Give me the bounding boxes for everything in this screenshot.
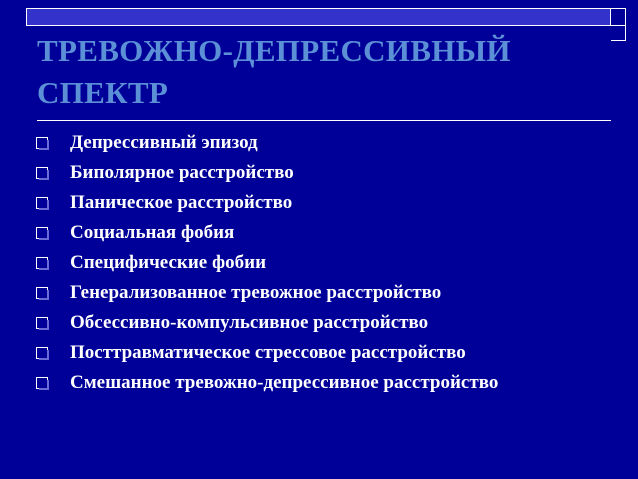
list-item [32, 191, 622, 215]
decorative-corner-box [611, 8, 626, 26]
list-item-text: Депрессивный эпизод [70, 132, 258, 153]
square-bullet-icon [36, 167, 48, 179]
list-item [32, 311, 622, 335]
slide-title: ТРЕВОЖНО-ДЕПРЕССИВНЫЙ СПЕКТР [37, 33, 511, 110]
square-bullet-icon [36, 347, 48, 359]
list-item [32, 161, 622, 185]
square-bullet-icon [36, 227, 48, 239]
square-bullet-icon [36, 197, 48, 209]
square-bullet-icon [36, 287, 48, 299]
list-item-text: Генерализованное тревожное расстройство [70, 281, 442, 303]
list-item [32, 251, 622, 275]
list-item [32, 221, 622, 245]
list-item [32, 341, 622, 365]
list-item-text: Биполярное расстройство [70, 161, 294, 183]
list-item [32, 131, 622, 155]
list-item-text: Паническое расстройство [70, 191, 293, 213]
list-item [32, 371, 622, 395]
list-item-text: Смешанное тревожно-депрессивное расстройство [70, 371, 499, 393]
list-item [32, 281, 622, 305]
title-divider [37, 120, 611, 121]
list-item-text: Специфические фобии [70, 251, 267, 273]
square-bullet-icon [36, 137, 48, 149]
list-item-text: Обсессивно-компульсивное расстройство [70, 311, 429, 333]
decorative-top-bar [26, 8, 611, 26]
list-item-text: Социальная фобия [70, 221, 235, 243]
square-bullet-icon [36, 377, 48, 389]
list-item-text: Посттравматическое стрессовое расстройство [70, 341, 466, 363]
bullet-list [32, 131, 622, 394]
decorative-corner-box-lower [611, 26, 626, 41]
square-bullet-icon [36, 257, 48, 269]
square-bullet-icon [36, 317, 48, 329]
